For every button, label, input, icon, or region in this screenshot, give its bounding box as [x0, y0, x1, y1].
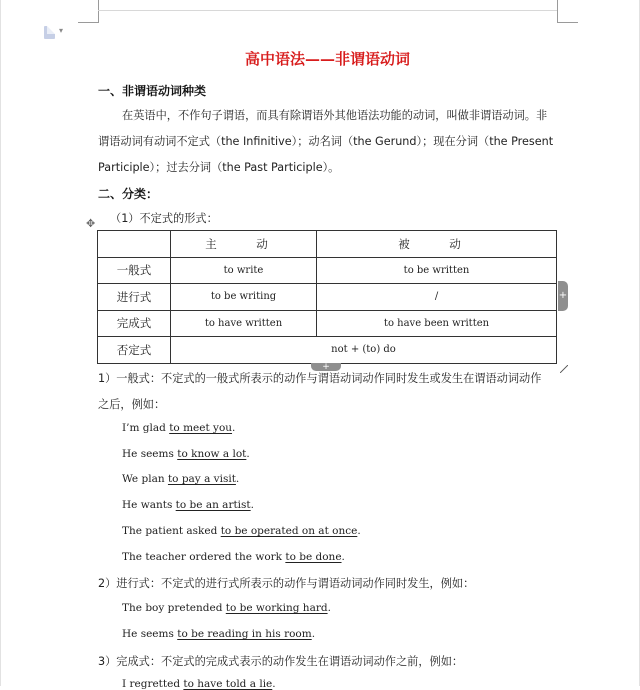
- plus-icon: +: [558, 290, 568, 301]
- example-line: [122, 499, 254, 511]
- table-cell-merged: not + (to) do: [171, 337, 557, 364]
- page-edge-left: [0, 0, 1, 686]
- table-resize-handle[interactable]: [560, 365, 568, 373]
- example-text: He seems: [122, 628, 178, 640]
- example-underlined: to be done: [285, 551, 342, 563]
- example-line: [122, 525, 361, 537]
- example-text: The teacher ordered the work: [122, 551, 286, 563]
- table-row-label: 一般式: [98, 257, 171, 284]
- example-underlined: to be reading in his room: [177, 628, 312, 640]
- example-text: He wants: [122, 499, 176, 511]
- example-line: [122, 678, 276, 690]
- chevron-down-icon[interactable]: ▾: [59, 26, 64, 35]
- section1-heading: 一、非谓语动词种类: [98, 84, 207, 98]
- table-row-label: 进行式: [98, 284, 171, 311]
- point1-line1: 1）一般式：不定式的一般式所表示的动作与谓语动词动作同时发生或发生在谓语动词动作: [98, 372, 542, 385]
- table-header-passive: 被 动: [317, 231, 557, 258]
- sub1-heading: （1）不定式的形式：: [110, 212, 218, 225]
- example-underlined: to have told a lie: [183, 678, 273, 690]
- margin-corner-top-right: [557, 0, 578, 23]
- table-row: [98, 284, 557, 311]
- example-underlined: to know a lot: [177, 448, 247, 460]
- table-row-label: 否定式: [98, 337, 171, 364]
- example-line: [122, 448, 250, 460]
- table-row: [98, 310, 557, 337]
- example-text: .: [235, 473, 240, 485]
- example-text: .: [327, 602, 331, 614]
- plus-icon: +: [322, 362, 330, 372]
- table-row: [98, 337, 557, 364]
- example-line: [122, 551, 345, 563]
- example-text: .: [250, 499, 254, 511]
- example-text: He seems: [122, 448, 178, 460]
- infinitive-forms-table: [97, 230, 557, 364]
- example-line: [122, 602, 331, 614]
- example-line: [122, 473, 239, 485]
- point2-line: 2）进行式：不定式的进行式所表示的动作与谓语动词动作同时发生，例如：: [98, 577, 475, 590]
- example-text: .: [232, 422, 236, 434]
- example-text: We plan: [122, 473, 168, 485]
- para1-line2: 谓语动词有动词不定式（the Infinitive）；动名词（the Gerund）；现在分词（the Present: [98, 135, 554, 148]
- example-text: .: [357, 525, 361, 537]
- document-icon[interactable]: [44, 26, 55, 39]
- table-corner-cell: [98, 231, 171, 258]
- table-cell: to write: [171, 257, 317, 284]
- table-header-active: 主 动: [171, 231, 317, 258]
- section2-heading: 二、分类：: [98, 187, 159, 201]
- example-text: The patient asked: [122, 525, 221, 537]
- example-text: .: [311, 628, 316, 640]
- table-cell: to have written: [171, 310, 317, 337]
- header-line: [98, 10, 557, 11]
- example-line: [122, 422, 235, 434]
- example-text: I’m glad: [122, 422, 170, 434]
- table-cell: to have been written: [317, 310, 557, 337]
- example-text: I regretted: [122, 678, 184, 690]
- table-row: [98, 257, 557, 284]
- para1-line1: 在英语中，不作句子谓语，而具有除谓语外其他语法功能的动词，叫做非谓语动词。非: [122, 109, 548, 122]
- table-move-icon[interactable]: ✥: [86, 217, 96, 230]
- table-cell: to be writing: [171, 284, 317, 311]
- para1-line3: Participle）；过去分词（the Past Participle）。: [98, 161, 340, 174]
- table-cell: to be written: [317, 257, 557, 284]
- table-row: [98, 231, 557, 258]
- example-line: [122, 628, 315, 640]
- margin-corner-top-left: [78, 0, 99, 23]
- example-text: The boy pretended: [122, 602, 226, 614]
- example-underlined: to be working hard: [225, 602, 328, 614]
- example-underlined: to pay a visit: [167, 473, 236, 485]
- table-row-label: 完成式: [98, 310, 171, 337]
- point1-line2: 之后，例如：: [98, 398, 166, 411]
- example-text: .: [341, 551, 345, 563]
- example-text: .: [272, 678, 276, 690]
- example-underlined: to be an artist: [175, 499, 251, 511]
- example-underlined: to be operated on at once: [220, 525, 358, 537]
- doc-title: 高中语法——非谓语动词: [244, 50, 410, 68]
- add-row-button[interactable]: [558, 281, 568, 311]
- table-cell: /: [317, 284, 557, 311]
- point3-line: 3）完成式：不定式的完成式表示的动作发生在谓语动词动作之前，例如：: [98, 655, 464, 668]
- example-underlined: to meet you: [169, 422, 233, 434]
- example-text: .: [246, 448, 250, 460]
